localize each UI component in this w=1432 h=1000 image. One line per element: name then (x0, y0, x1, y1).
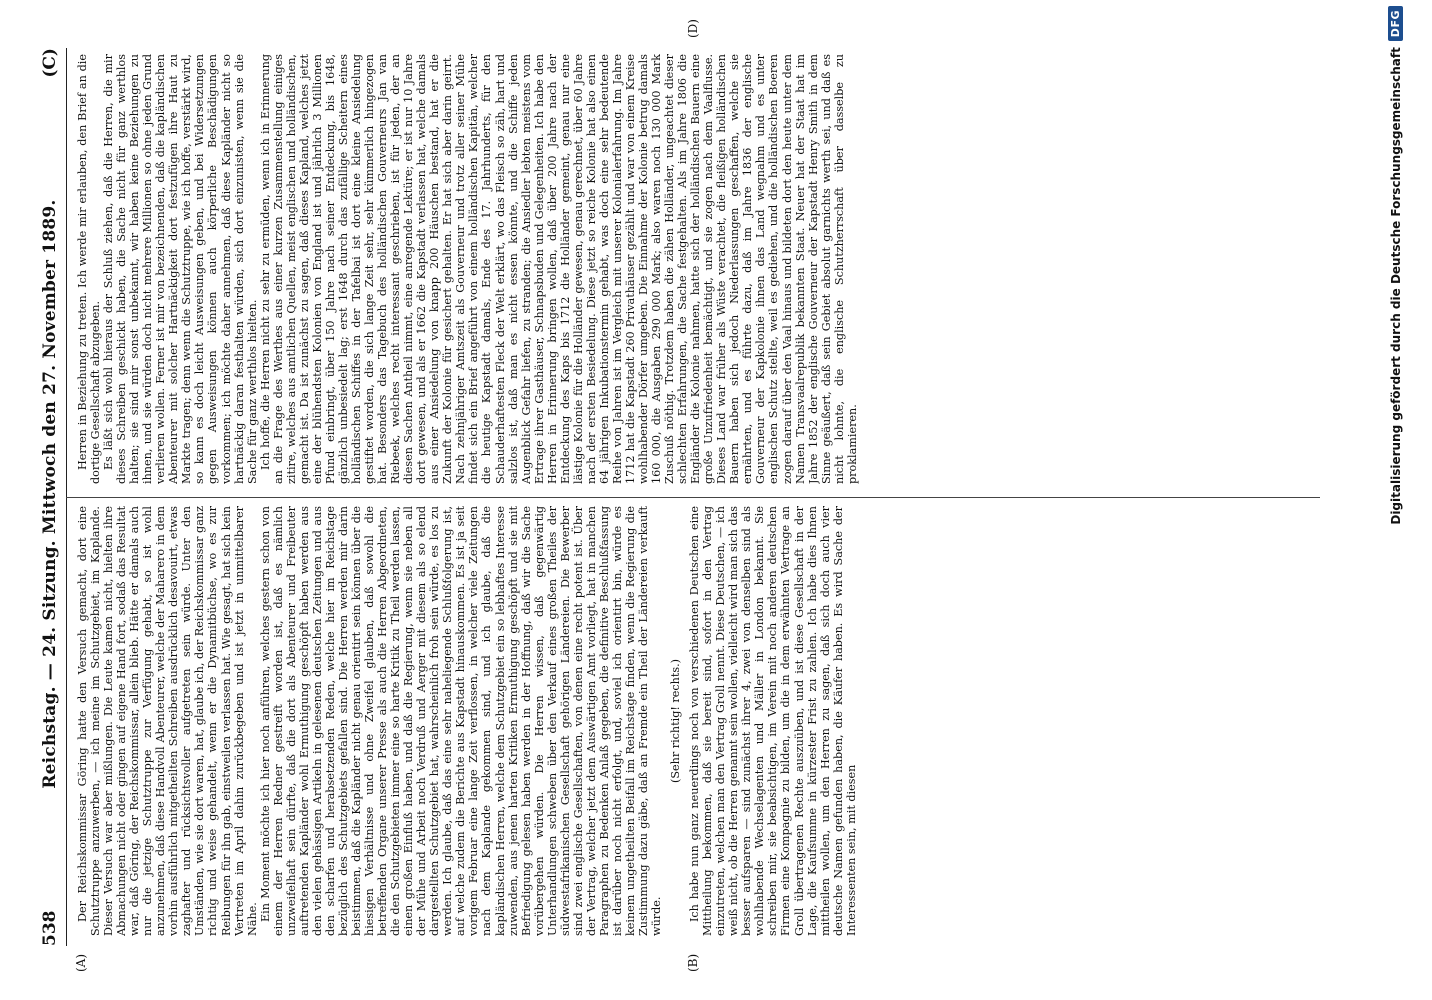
dfg-logo: DFG (1388, 6, 1403, 41)
right-column (76, 54, 1316, 484)
running-head: Reichstag. — 24. Sitzung. Mittwoch den 27. November 1889. (40, 199, 60, 789)
paragraph: Ich habe nun ganz neuerdings noch von verschiedenen Deutschen eine Mittheilung bekommen, daß sie bereit sind, sofort in den Vertrag einzutreten, welchen man den Vertrag Groll nennt. Diese Deutschen, — ich weiß nicht, ob die Herren genannt sein wollen, vielleicht wird man sich das besser aufsparen — sind zunächst ihrer 4, zwei von denselben sind als wohlhabende Wechselagenten und Mäller in London bekannt. Sie schreiben mir, sie beabsichtigen, im Verein mit noch anderen deutschen Firmen eine Kompagnie zu bilden, um die in dem erwähnten Vertrage an Groll übertragenen Rechte auszuüben, und ist diese Gesellschaft in der Lage, die Kaufsumme in kürzester Frist zu zahlen. Ich habe dies Ihnen mittheilen wollen, um den Herren zu sagen, daß sich doch auch vier deutsche Namen gefunden haben, die Käufer haben. Es wird Sache der Interessenten sein, mit diesen (688, 506, 858, 936)
margin-mark-c: (C) (40, 48, 60, 78)
paragraph: Ein Moment möchte ich hier noch anführen, welches gestern schon von einem der Herren Redner gestreift worden ist, daß es nämlich unzweifelhaft sein dürfte, daß die dort als Abenteurer und Freibeuter auftretenden Kapländer wohl Ermuthigung geschöpft haben werden aus den vielen gehässigen Artikeln in gelesenen deutschen Zeitungen und aus den scharfen und herabsetzenden Reden, welche hier im Reichstage bezüglich des Schutzgebiets gefallen sind. Die Herren werden mir darin beistimmen, daß die Kapländer nicht genau orientirt sein können über die hiesigen Verhältnisse und ohne Zweifel glauben, daß sowohl die betreffenden Organe unserer Presse als auch die Herren Abgeordneten, die den Schutzgebieten immer eine so harte Kritik zu Theil werden lassen, einen großen Einfluß haben, und daß die Regierung, wenn sie neben all der Mühe und Arbeit noch Verdruß und Aerger mit diesem als so elend dargestellten Schutzgebiet hat, wahrscheinlich froh sein würde, es los zu werden. Ich glaube, daß das eine sehr naheliegende Schlußfolgerung ist, auf welche zudem die Berichte aus Kapstadt hinauskommen. Es ist ja seit vorigem Februar eine lange Zeit verflossen, in welcher viele Zeitungen nach dem Kaplande gekommen sind, und ich glaube, daß die kapländischen Herren, welche dem Schutzgebiet ein so lebhaftes Interesse zuwenden, aus jenen harten Kritiken Ermuthigung geschöpft und sie mit Befriedigung gelesen haben werden in der Hoffnung, daß wir die Sache vorübergehen würden. Die Herren wissen, daß gegenwärtig Unterhandlungen schweben über den Verkauf eines großen Theiles der südwestafrikanischen Gesellschaft gehörigen Ländereien. Die Bewerber sind zwei englische Gesellschaften, von denen eine recht potent ist. Über der Vertrag, welcher jetzt dem Auswärtigen Amt vorliegt, hat in manchen Paragraphen zu Bedenken Anlaß gegeben, die definitive Beschlußfassung ist darüber noch nicht erfolgt, und, soviel ich orientirt bin, würde es keinem ungetheilten Beifall im Reichstage finden, wenn die Regierung die Zustimmung dazu gäbe, daß an Fremde ein Theil der Ländereien verkauft würde. (258, 506, 664, 936)
digitization-credit (1388, 6, 1403, 766)
margin-mark-b: (B) (686, 953, 700, 972)
column-divider (66, 497, 1320, 498)
left-column (76, 506, 1316, 936)
credit-text: Digitalisierung gefördert durch die Deutsche Forschungsgemeinschaft (1388, 47, 1403, 525)
paragraph: Herren in Beziehung zu treten. Ich werde mir erlauben, den Brief an die dortige Gesellschaft abzugeben. (76, 54, 103, 484)
page-number: 538 (40, 910, 60, 946)
margin-mark-a: (A) (74, 953, 88, 972)
interjection: (Sehr richtig! rechts.) (669, 658, 683, 784)
margin-mark-d: (D) (686, 19, 700, 38)
page-header (40, 48, 66, 946)
paragraph: Es läßt sich wohl hieraus der Schluß ziehen, daß die Herren, die mir dieses Schreiben geschickt haben, die Sache nicht für ganz werthlos halten; sie sind mir sonst unbekannt, wir haben keine Beziehungen zu ihnen, und sie würden doch nicht mehrere Millionen so ohne jeden Grund verlieren wollen. Ferner ist mir von bezeichnenden, daß die kapländischen Abenteurer mit solcher Hartnäckigkeit dort festzufügen ihre Haut zu Markte tragen; denn wenn die Schutztruppe, wie ich hoffe, verstärkt wird, so kann es doch leicht Ausweisungen geben, und bei Widersetzungen gegen Ausweisungen können auch körperliche Beschädigungen vorkommen; ich möchte daher annehmen, daß diese Kapländer nicht so hartnäckig daran festhalten würden, sich dort einzunisten, wenn sie die Sache für ganz werthlos hielten. (102, 54, 259, 484)
paragraph: Ich hoffe, die Herren nicht zu sehr zu ermüden, wenn ich in Erinnerung an die Frage des Werthes aus einer kurzen Zusammenstellung einiges zitire, welches aus amtlichen Quellen, meist englischen und holländischen, gemacht ist. Da ist zunächst zu sagen, daß dieses Kapland, welches jetzt eine der blühendsten Kolonien von England ist und jährlich 3 Millionen Pfund einbringt, über 150 Jahre nach seiner Entdeckung, bis 1648, gänzlich unbesiedelt lag; erst 1648 durch das zufällige Scheitern eines holländischen Schiffes in der Tafelbai ist dort eine kleine Ansiedelung gestiftet worden, die sich lange Zeit sehr, sehr kümmerlich hingezogen hat. Besonders das Tagebuch des holländischen Gouverneurs Jan van Riebeek, welches recht interessant geschrieben, ist für jeden, der an diesen Sachen Antheil nimmt, eine anregende Lektüre; er ist nur 10 Jahre dort gewesen, und als er 1662 die Kapstadt verlassen hat, welche damals aus einer Ansiedelung von knapp 200 Häuschen bestand, hat er die Zukunft der Kolonie für gesichert gehalten. Er hat sich aber darin geirrt. Nach zehnjähriger Amtszeit als Gouverneur und trotz aller seiner Mühe findet sich ein Brief angeführt von einem holländischen Kapitän, welcher die heutige Kapstadt damals, Ende des 17. Jahrhunderts, für den Schauderhaftesten Fleck der Welt erklärt, wo das Fleisch so zäh, hart und salzlos ist, daß man es nicht essen könnte, und die Schiffe jeden Augenblick Gefahr liefen, zu stranden; die Ansiedler lebten meistens vom Ertrage ihrer Gasthäuser, Schnapsbuden und Gelegenheiten. Ich habe den Herren in Erinnerung bringen wollen, daß über 200 Jahre nach der Entdeckung des Kaps bis 1712 die Holländer gemeint, genau nur eine lästige Kolonie für die Holländer gewesen, genau gerechnet, über 60 Jahre nach der ersten Besiedelung. Diese jetzt so reiche Kolonie hat also einen 64 jährigen Inkubationstermin gehabt, was doch eine sehr bedeutende Reihe von Jahren ist im Vergleich mit unserer Kolonialerfahrung. Im Jahre 1712 hat die Kapstadt 260 Privathäuser gezählt und war von einem Kreise wohlhabender Dörfer umgeben. Die Einnahme der Kolonie betrug damals 160 000, die Ausgaben 290 000 Mark; also waren noch 130 000 Mark Zuschuß nöthig. Trotzdem haben die zähen Holländer, ungeachtet dieser schlechten Erfahrungen, die Sache festgehalten. Als im Jahre 1806 die Engländer die Kolonie nahmen, hatte sich der holländischen Bauern eine große Unzufriedenheit bemächtigt, und sie zogen nach dem Vaalflusse. Dieses Land war früher als Wüste verachtet, die fleißigen holländischen Bauern haben sich jedoch Niederlassungen geschaffen, welche sie ernährten, und es führte dazu, daß im Jahre 1836 der englische Gouverneur der Kapkolonie ihnen das Land wegnahm und es unter englischen Schutz stellte, weil es gediehen, und die holländischen Boeren zogen darauf über den Vaal hinaus und bildeten dort den heute unter dem Namen Transvaalrepublik bekannten Staat. Neuer hat der Staat hat im Jahre 1852 der englische Gouverneur der Kapstadt Henry Smith in dem Sinne geäußert, daß sein Gebiet absolut garnichts werth sei, und daß es nicht lohnte, die englische Schutzherrschaft über dasselbe zu proklamieren. (258, 54, 859, 484)
paragraph: Der Reichskommissar Göring hatte den Versuch gemacht, dort eine Schutztruppe anzuwerben, — ich meine im Schutzgebiet, im Kaplande. Dieser Versuch war aber mißlungen. Die Leute kamen nicht, hielten ihre Abmachungen nicht oder gingen auf eigene Hand fort, sodaß das Resultat war, daß Göring, der Reichskommissar, allein blieb. Hätte er damals auch nur die jetzige Schutztruppe zur Verfügung gehabt, so ist wohl anzunehmen, daß diese Handvoll Abenteurer, welche der Maharero in dem vorhin ausführlich mitgetheilten Schreiben ausdrücklich desavouirt, etwas zaghafter und rücksichtsvoller aufgetreten sein würde. Unter den Umständen, wie sie dort waren, hat, glaube ich, der Reichskommissar ganz richtig und weise gehandelt, wenn er die Dynamitbüchse, wo es zur Reibungen für ihn gab, einstweilen verlassen hat. Wie gesagt, hat sich kein Vertreten im April dahin zurückbegeben und ist jetzt in unmittelbarer Nähe. (76, 506, 259, 936)
